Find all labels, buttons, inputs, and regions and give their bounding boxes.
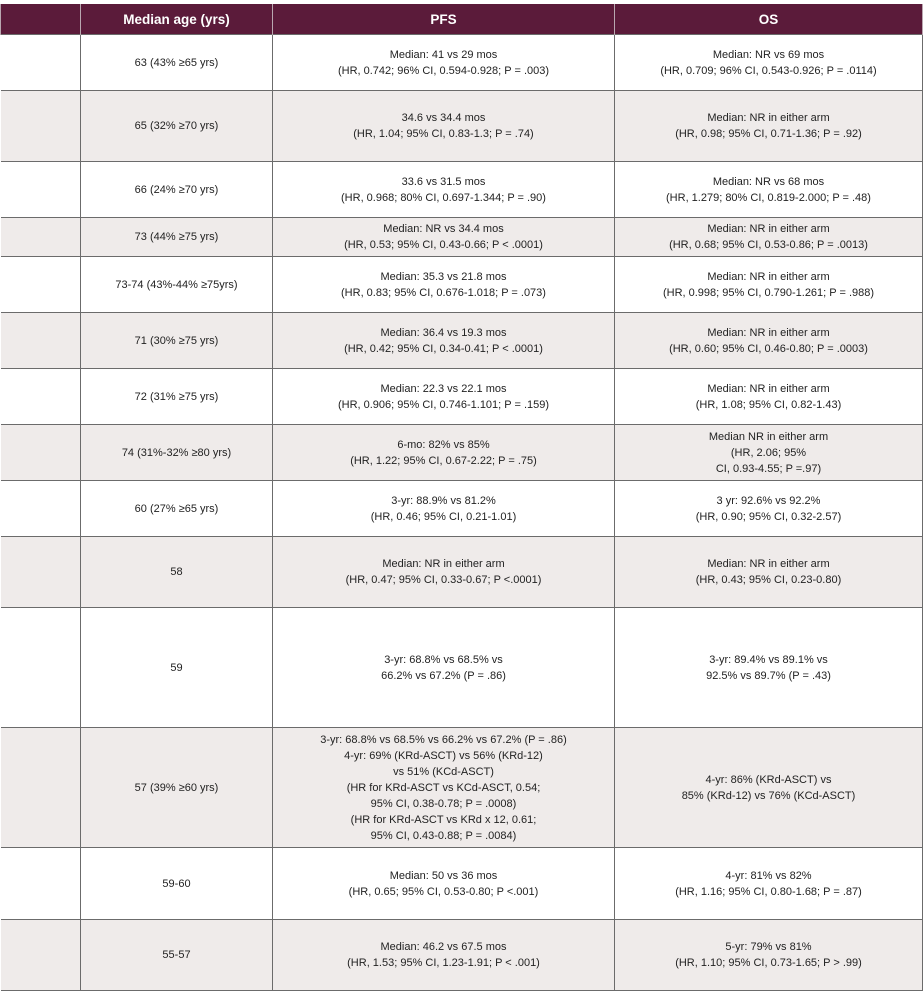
pfs-cell: 3-yr: 68.8% vs 68.5% vs 66.2% vs 67.2% (P = .86) — [273, 608, 615, 728]
row-blank-cell — [1, 162, 81, 218]
table-row — [1, 425, 923, 481]
os-cell: 3-yr: 89.4% vs 89.1% vs 92.5% vs 89.7% (P = .43) — [615, 608, 923, 728]
header-median-age: Median age (yrs) — [81, 4, 273, 35]
row-blank-cell — [1, 425, 81, 481]
pfs-cell: Median: 50 vs 36 mos (HR, 0.65; 95% CI, 0.53-0.80; P <.001) — [273, 848, 615, 920]
pfs-cell: 3-yr: 68.8% vs 68.5% vs 66.2% vs 67.2% (P = .86) 4-yr: 69% (KRd-ASCT) vs 56% (KRd-12) vs 51% (KCd-ASCT) (HR for KRd-ASCT vs KCd-ASCT, 0.54; 95% CI, 0.38-0.78; P = .0008) (HR for KRd-ASCT vs KRd x 12, 0.61; 95% CI, 0.43-0.88; P = .0084) — [273, 728, 615, 848]
pfs-cell: Median: 36.4 vs 19.3 mos (HR, 0.42; 95% CI, 0.34-0.41; P < .0001) — [273, 313, 615, 369]
pfs-cell: Median: 35.3 vs 21.8 mos (HR, 0.83; 95% CI, 0.676-1.018; P = .073) — [273, 257, 615, 313]
header-blank — [1, 4, 81, 35]
age-cell: 60 (27% ≥65 yrs) — [81, 481, 273, 537]
table-row — [1, 920, 923, 991]
table-row — [1, 728, 923, 848]
pfs-cell: Median: 41 vs 29 mos (HR, 0.742; 96% CI, 0.594-0.928; P = .003) — [273, 35, 615, 91]
os-cell: Median: NR vs 68 mos (HR, 1.279; 80% CI, 0.819-2.000; P = .48) — [615, 162, 923, 218]
row-blank-cell — [1, 35, 81, 91]
row-blank-cell — [1, 728, 81, 848]
pfs-cell: Median: 46.2 vs 67.5 mos (HR, 1.53; 95% CI, 1.23-1.91; P < .001) — [273, 920, 615, 991]
os-cell: 5-yr: 79% vs 81% (HR, 1.10; 95% CI, 0.73-1.65; P > .99) — [615, 920, 923, 991]
os-cell: Median: NR in either arm (HR, 0.68; 95% CI, 0.53-0.86; P = .0013) — [615, 218, 923, 257]
age-cell: 66 (24% ≥70 yrs) — [81, 162, 273, 218]
table-row — [1, 162, 923, 218]
os-cell: Median: NR in either arm (HR, 1.08; 95% CI, 0.82-1.43) — [615, 369, 923, 425]
pfs-cell: 33.6 vs 31.5 mos (HR, 0.968; 80% CI, 0.697-1.344; P = .90) — [273, 162, 615, 218]
table-row — [1, 257, 923, 313]
outcomes-table — [0, 4, 923, 991]
pfs-cell: Median: 22.3 vs 22.1 mos (HR, 0.906; 95% CI, 0.746-1.101; P = .159) — [273, 369, 615, 425]
row-blank-cell — [1, 369, 81, 425]
os-cell: 3 yr: 92.6% vs 92.2% (HR, 0.90; 95% CI, 0.32-2.57) — [615, 481, 923, 537]
age-cell: 65 (32% ≥70 yrs) — [81, 91, 273, 162]
os-cell: Median: NR in either arm (HR, 0.998; 95% CI, 0.790-1.261; P = .988) — [615, 257, 923, 313]
os-cell: Median NR in either arm (HR, 2.06; 95% CI, 0.93-4.55; P =.97) — [615, 425, 923, 481]
header-os: OS — [615, 4, 923, 35]
age-cell: 73 (44% ≥75 yrs) — [81, 218, 273, 257]
row-blank-cell — [1, 91, 81, 162]
os-cell: Median: NR in either arm (HR, 0.60; 95% CI, 0.46-0.80; P = .0003) — [615, 313, 923, 369]
pfs-cell: 6-mo: 82% vs 85% (HR, 1.22; 95% CI, 0.67-2.22; P = .75) — [273, 425, 615, 481]
table-row — [1, 608, 923, 728]
os-cell: 4-yr: 81% vs 82% (HR, 1.16; 95% CI, 0.80-1.68; P = .87) — [615, 848, 923, 920]
age-cell: 73-74 (43%-44% ≥75yrs) — [81, 257, 273, 313]
age-cell: 63 (43% ≥65 yrs) — [81, 35, 273, 91]
age-cell: 57 (39% ≥60 yrs) — [81, 728, 273, 848]
age-cell: 71 (30% ≥75 yrs) — [81, 313, 273, 369]
age-cell: 72 (31% ≥75 yrs) — [81, 369, 273, 425]
table-row — [1, 369, 923, 425]
header-row — [1, 4, 923, 35]
os-cell: Median: NR in either arm (HR, 0.43; 95% CI, 0.23-0.80) — [615, 537, 923, 608]
pfs-cell: Median: NR in either arm (HR, 0.47; 95% CI, 0.33-0.67; P <.0001) — [273, 537, 615, 608]
age-cell: 55-57 — [81, 920, 273, 991]
table-row — [1, 313, 923, 369]
row-blank-cell — [1, 481, 81, 537]
header-pfs: PFS — [273, 4, 615, 35]
os-cell: 4-yr: 86% (KRd-ASCT) vs 85% (KRd-12) vs 76% (KCd-ASCT) — [615, 728, 923, 848]
age-cell: 59-60 — [81, 848, 273, 920]
os-cell: Median: NR in either arm (HR, 0.98; 95% CI, 0.71-1.36; P = .92) — [615, 91, 923, 162]
age-cell: 74 (31%-32% ≥80 yrs) — [81, 425, 273, 481]
row-blank-cell — [1, 920, 81, 991]
row-blank-cell — [1, 848, 81, 920]
pfs-cell: 3-yr: 88.9% vs 81.2% (HR, 0.46; 95% CI, 0.21-1.01) — [273, 481, 615, 537]
table-row — [1, 537, 923, 608]
table-row — [1, 481, 923, 537]
table-row — [1, 218, 923, 257]
os-cell: Median: NR vs 69 mos (HR, 0.709; 96% CI, 0.543-0.926; P = .0114) — [615, 35, 923, 91]
table-row — [1, 91, 923, 162]
row-blank-cell — [1, 257, 81, 313]
pfs-cell: Median: NR vs 34.4 mos (HR, 0.53; 95% CI, 0.43-0.66; P < .0001) — [273, 218, 615, 257]
row-blank-cell — [1, 313, 81, 369]
table-row — [1, 848, 923, 920]
pfs-cell: 34.6 vs 34.4 mos (HR, 1.04; 95% CI, 0.83-1.3; P = .74) — [273, 91, 615, 162]
row-blank-cell — [1, 218, 81, 257]
age-cell: 59 — [81, 608, 273, 728]
row-blank-cell — [1, 608, 81, 728]
table-row — [1, 35, 923, 91]
age-cell: 58 — [81, 537, 273, 608]
row-blank-cell — [1, 537, 81, 608]
